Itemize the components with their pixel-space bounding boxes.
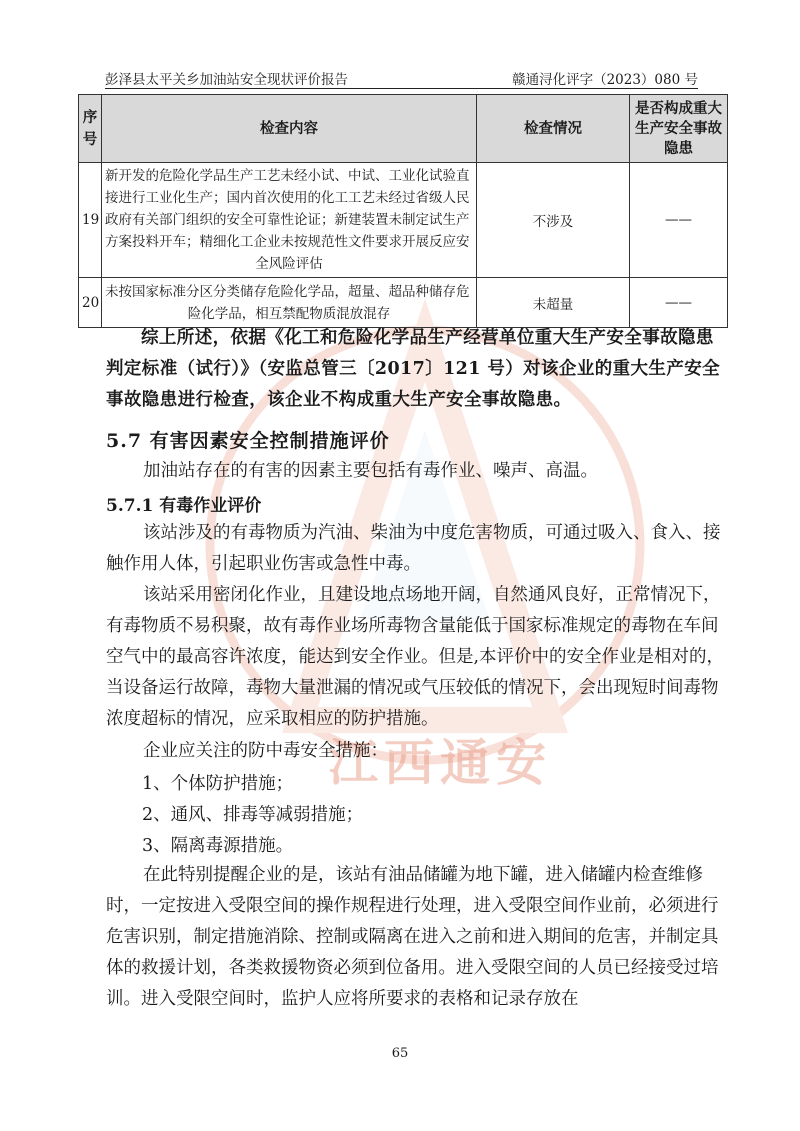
row-index: 20 [79,278,102,328]
row-content: 未按国家标准分区分类储存危险化学品，超量、超品种储存危 险化学品，相互禁配物质混放混存 [102,278,477,328]
report-number: 赣通浔化评字（2023）080 号 [512,72,698,88]
table-row [79,163,728,278]
table-row [79,278,728,328]
report-title: 彭泽县太平关乡加油站安全现状评价报告 [105,72,348,88]
row-content: 新开发的危险化学品生产工艺未经小试、中试、工业化试验直 接进行工业化生产；国内首次使用的化工工艺未经过省级人民 政府有关部门组织的安全可靠性论证；新建装置未制定试生产 方案投料开车；精细化工企业未按规范性文件要求开展反应安 全风险评估 [102,163,477,278]
list-item: 1、个体防护措施； [142,774,294,794]
row-status: 未超量 [477,278,630,328]
row-status: 不涉及 [477,163,630,278]
inspection-table [78,94,728,328]
row-index: 19 [79,163,102,278]
section-heading: 5.7 有害因素安全控制措施评价 [106,430,390,452]
paragraph: 该站采用密闭化作业，且建设地点场地开阔，自然通风良好，正常情况下，有毒物质不易积聚，故有毒作业场所毒物含量能低于国家标准规定的毒物在车间空气中的最高容许浓度，能达到安全作业。但是,本评价中的安全作业是相对的，当设备运行故障，毒物大量泄漏的情况或气压较低的情况下，会出现短时间毒物浓度超标的情况，应采取相应的防护措施。 [106,585,725,729]
list-item: 3、隔离毒源措施。 [142,836,294,856]
col-header-index: 序号 [79,95,102,163]
col-header-status: 检查情况 [477,95,630,163]
section-intro: 加油站存在的有害的因素主要包括有毒作业、噪声、高温。 [143,461,598,481]
row-major-hazard: —— [630,278,728,328]
paragraph: 该站涉及的有毒物质为汽油、柴油为中度危害物质，可通过吸入、食入、接触作用人体，引起职业伤害或急性中毒。 [106,523,721,574]
subsection-heading: 5.7.1 有毒作业评价 [106,496,262,516]
watermark-text: 江西通安 [328,734,552,792]
list-item: 2、通风、排毒等减弱措施； [142,805,364,825]
measures-intro: 企业应关注的防中毒安全措施： [143,741,388,761]
summary-paragraph: 综上所述，依据《化工和危险化学品生产经营单位重大生产安全事故隐患判定标准（试行）》（安监总管三〔2017〕121 号）对该企业的重大生产安全事故隐患进行检查，该企业不构成重大生产安全事故隐患。 [106,328,721,410]
paragraph: 在此特别提醒企业的是，该站有油品储罐为地下罐，进入储罐内检查维修时，一定按进入受限空间的操作规程进行处理，进入受限空间作业前，必须进行危害识别，制定措施消除、控制或隔离在进入之前和进入期间的危害，并制定具体的救援计划，各类救援物资必须到位备用。进入受限空间的人员已经接受过培训。进入受限空间时，监护人应将所要求的表格和记录存放在 [106,865,719,1009]
page-header [105,66,698,89]
page-number: 65 [391,1046,409,1061]
row-major-hazard: —— [630,163,728,278]
col-header-major-hazard: 是否构成重大生产安全事故隐患 [630,95,728,163]
col-header-content: 检查内容 [102,95,477,163]
